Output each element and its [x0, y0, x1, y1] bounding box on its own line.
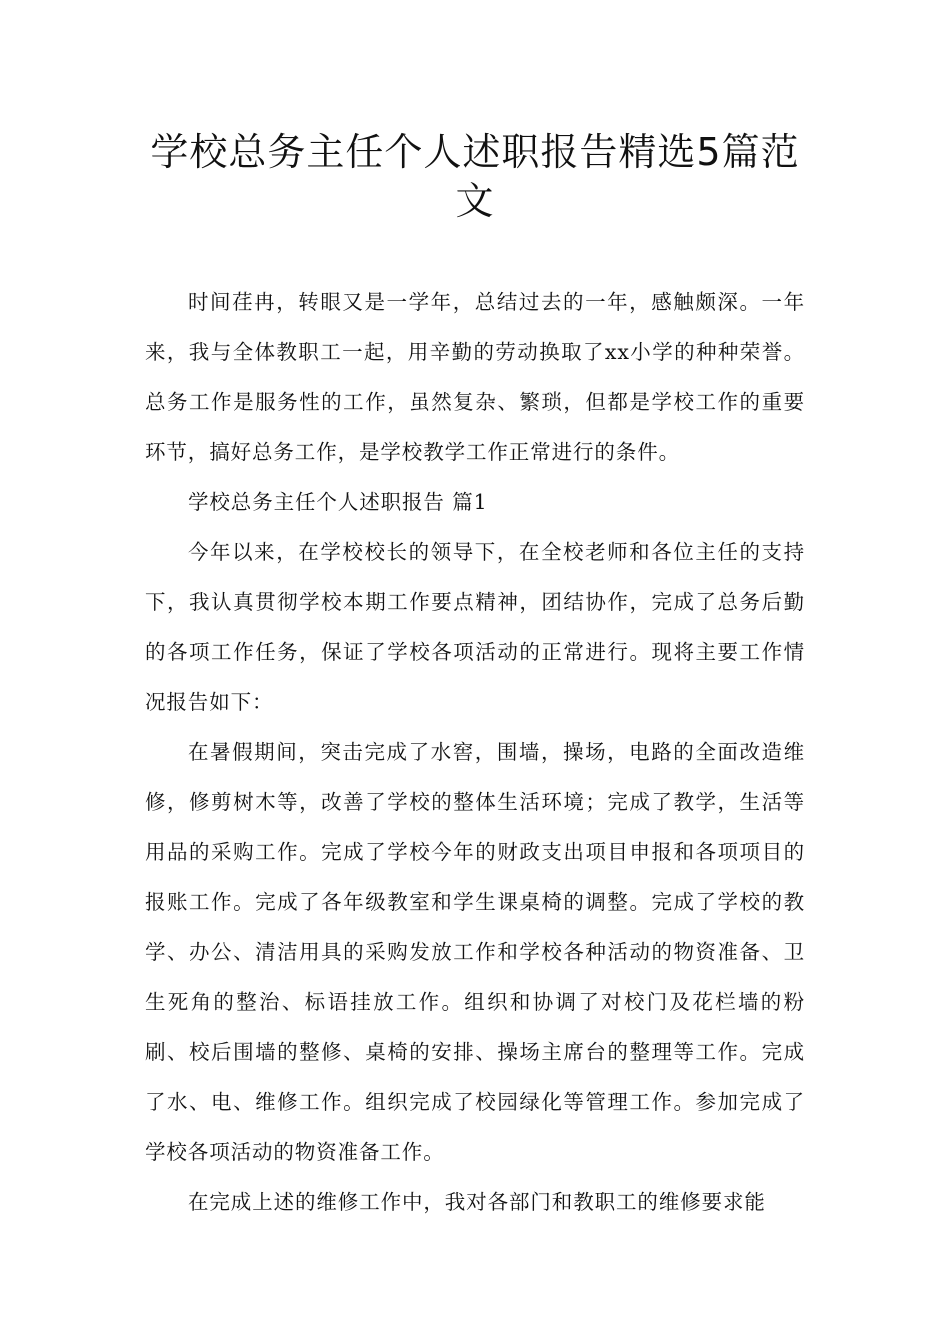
document-title: 学校总务主任个人述职报告精选5篇范文: [150, 130, 800, 223]
document-body: [145, 277, 805, 1227]
body-paragraph: 在完成上述的维修工作中，我对各部门和教职工的维修要求能: [188, 1190, 766, 1214]
section-heading: 学校总务主任个人述职报告 篇1: [188, 490, 488, 514]
body-paragraph: 今年以来，在学校校长的领导下，在全校老师和各位主任的支持下，我认真贯彻学校本期工作要点精神，团结协作，完成了总务后勤的各项工作任务，保证了学校各项活动的正常进行。现将主要工作情况报告如下：: [145, 540, 805, 714]
intro-paragraph: 时间荏冉，转眼又是一学年，总结过去的一年，感触颇深。一年来，我与全体教职工一起，用辛勤的劳动换取了xx小学的种种荣誉。总务工作是服务性的工作，虽然复杂、繁琐，但都是学校工作的重要环节，搞好总务工作，是学校教学工作正常进行的条件。: [145, 290, 805, 464]
body-paragraph: 在暑假期间，突击完成了水窖，围墙，操场，电路的全面改造维修，修剪树木等，改善了学校的整体生活环境；完成了教学，生活等用品的采购工作。完成了学校今年的财政支出项目申报和各项项目的报账工作。完成了各年级教室和学生课桌椅的调整。完成了学校的教学、办公、清洁用具的采购发放工作和学校各种活动的物资准备、卫生死角的整治、标语挂放工作。组织和协调了对校门及花栏墙的粉刷、校后围墙的整修、桌椅的安排、操场主席台的整理等工作。完成了水、电、维修工作。组织完成了校园绿化等管理工作。参加完成了学校各项活动的物资准备工作。: [145, 740, 805, 1164]
